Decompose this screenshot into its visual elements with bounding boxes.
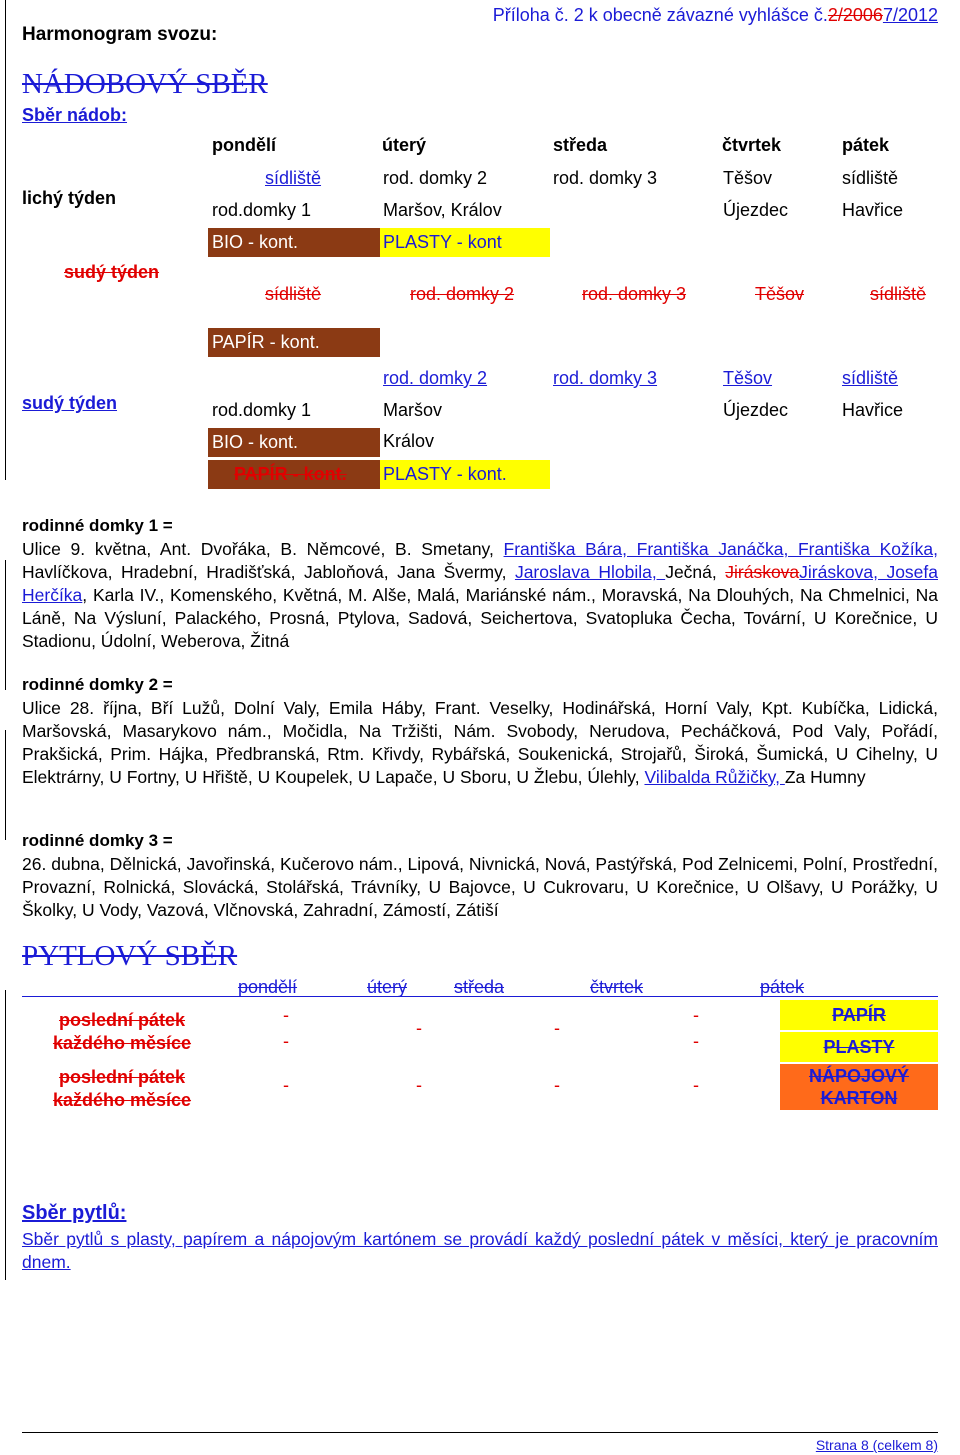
odd-mon-housing: sídliště [265,168,322,188]
even-week-label: sudý týden [22,393,118,413]
zone1-streets [22,538,938,653]
odd-week-label: lichý týden [22,188,117,208]
odd-tue-marsov: Maršov, Králov [383,200,502,220]
zone1-part-g: Jiráskova, Josefa Herčíka [22,562,938,605]
zone2-part-c: Za Humny [784,767,866,787]
odd-fri-housing: sídliště [842,168,899,188]
zone2-part-b: Vilibalda Růžičky, [644,767,785,787]
bags-title: Sběr pytlů: [22,1202,127,1224]
bags-plastic-cell: PLASTY [780,1032,938,1062]
bags-row1-mon-dash-b: - [283,1031,289,1051]
bags-row1-thu-dash-a: - [693,1005,699,1025]
odd-plastic-container: PLASTY - kont [380,228,550,257]
even-tue-kralov: Králov [383,431,435,451]
odd-fri-havrice: Havřice [842,200,904,220]
odd-tue-zone2: rod. domky 2 [383,168,488,188]
revision-bar [5,730,6,840]
bags-paper-cell: PAPÍR [780,1000,938,1030]
container-subheading: Sběr nádob: [22,105,128,125]
odd-thu-tesov: Těšov [723,168,773,188]
day-header-mon: pondělí [212,135,276,155]
header-title: Harmonogram svozu: [22,24,218,45]
day-header-wed: středa [553,135,608,155]
annex-deleted: 2/2006 [827,5,883,25]
even-old-mon: sídliště [265,284,322,304]
page-number: Strana 8 (celkem 8) [815,1437,938,1453]
even-fri-havrice: Havřice [842,400,904,420]
zone1-title: rodinné domky 1 = [22,516,173,535]
day-header-tue: úterý [382,135,427,155]
even-old-wed: rod. domky 3 [582,284,687,304]
zone1-part-f: Jiráskova [725,562,800,582]
even-fri-housing: sídliště [842,368,899,388]
day-header-thu: čtvrtek [722,135,782,155]
day-header-fri: pátek [842,135,890,155]
odd-mon-zone1: rod.domky 1 [212,200,312,220]
even-tue-zone2: rod. domky 2 [383,368,488,388]
even-old-thu: Těšov [755,284,805,304]
zone1-part-a: Ulice 9. května, Ant. Dvořáka, B. Němcové, B. Smetany, [22,539,504,559]
bags-row1-tue-dash: - [416,1018,422,1038]
bags-row1-label: poslední pátek každého měsíce [52,1010,192,1053]
bags-row2-thu-dash: - [693,1075,699,1095]
annex-inserted: 7/2012 [882,5,938,25]
odd-bio-container: BIO - kont. [208,228,380,257]
zone3-title: rodinné domky 3 = [22,831,173,850]
odd-wed-zone3: rod. domky 3 [553,168,658,188]
bags-carton-cell: NÁPOJOVÝ KARTON [780,1064,938,1110]
bags-row2-mon-dash: - [283,1075,289,1095]
bags-row1-mon-dash-a: - [283,1005,289,1025]
even-paper-container-deleted: PAPÍR - kont. [208,460,380,489]
even-mon-zone1: rod.domky 1 [212,400,312,420]
even-old-fri: sídliště [870,284,927,304]
zone2-part-a: Ulice 28. října, Bří Lužů, Dolní Valy, Emila Háby, Frant. Veselky, Hodinářská, Horní Valy, Kpt. Kubíčka, Lidická, Maršovská, Masarykovo nám., Močidla, Na Tržišti, Nám. Svobody, Nerudova, Pecháčková, Pod Valy, Pořádí, Prakšická, Prim. Hájka, Předbranská, Rtm. Křivdy, Rybářská, Soukenická, Strojařů, Široká, Šumická, U Cihelny, U Elektrárny, U Fortny, U Hřiště, U Koupelek, U Lapače, U Sboru, U Žlebu, Úlehly, [22,698,938,787]
even-thu-ujezdec: Újezdec [723,400,789,420]
zone1-part-c: Havlíčkova, Hradební, Hradišťská, Jabloňová, Jana Švermy, [22,562,515,582]
even-old-paper-container: PAPÍR - kont. [208,328,380,357]
bags-heading: PYTLOVÝ SBĚR [22,940,238,972]
zone1-part-d: Jaroslava Hlobila, [514,562,666,582]
bags-row2-wed-dash: - [554,1075,560,1095]
bags-row2-tue-dash: - [416,1075,422,1095]
revision-bar [5,0,6,480]
bags-day-fri: pátek [760,977,805,997]
footer-rule [22,1432,938,1433]
bags-day-thu: čtvrtek [590,977,644,997]
zone3-streets: 26. dubna, Dělnická, Javořinská, Kučerovo nám., Lipová, Nivnická, Nová, Pastýřská, Pod Zelnicemi, Polní, Prostřední, Provazní, Rolnická, Slovácká, Stolářská, Trávníky, U Bajovce, U Cukrovaru, U Korečnice, U Olšavy, U Porážky, U Školky, U Vody, Vazová, Vlčnovská, Zahradní, Zámostí, Zátiší [22,854,938,920]
bags-text: Sběr pytlů s plasty, papírem a nápojovým kartónem se provádí každý poslední pátek v měsíci, který je pracovním dnem. [22,1229,938,1272]
bags-day-mon: pondělí [238,977,298,997]
even-tue-marsov: Maršov [383,400,443,420]
container-heading: NÁDOBOVÝ SBĚR [22,68,268,100]
zone1-part-e: Ječná, [665,562,726,582]
annex-reference [493,5,938,26]
bags-row1-wed-dash: - [554,1018,560,1038]
even-wed-zone3: rod. domky 3 [553,368,658,388]
bags-row1-thu-dash-b: - [693,1031,699,1051]
even-old-tue: rod. domky 2 [410,284,515,304]
odd-thu-ujezdec: Újezdec [723,200,789,220]
annex-prefix: Příloha č. 2 k obecně závazné vyhlášce č. [492,5,828,25]
even-thu-tesov: Těšov [723,368,773,388]
revision-bar [5,990,6,1280]
zone2-streets [22,697,938,789]
bags-day-wed: středa [454,977,505,997]
bags-row2-label: poslední pátek každého měsíce [52,1067,192,1110]
bags-day-tue: úterý [367,977,408,997]
zone1-part-h: , Karla IV., Komenského, Květná, M. Alše, Malá, Mariánské nám., Moravská, Na Dlouhých, Na Chmelnici, Na Láně, Na Výsluní, Palackého, Prosná, Ptylova, Sadová, Seichertova, Svatopluka Čecha, Tovární, U Korečnice, U Stadionu, Údolní, Weberova, Žitná [22,585,938,651]
even-plastic-container: PLASTY - kont. [380,460,550,489]
even-bio-container: BIO - kont. [208,428,380,457]
even-week-old-label: sudý týden [64,262,160,282]
zone1-part-b: Františka Bára, Františka Janáčka, Františka Kožíka, [503,539,938,559]
zone2-title: rodinné domky 2 = [22,675,173,694]
revision-bar [5,560,6,690]
